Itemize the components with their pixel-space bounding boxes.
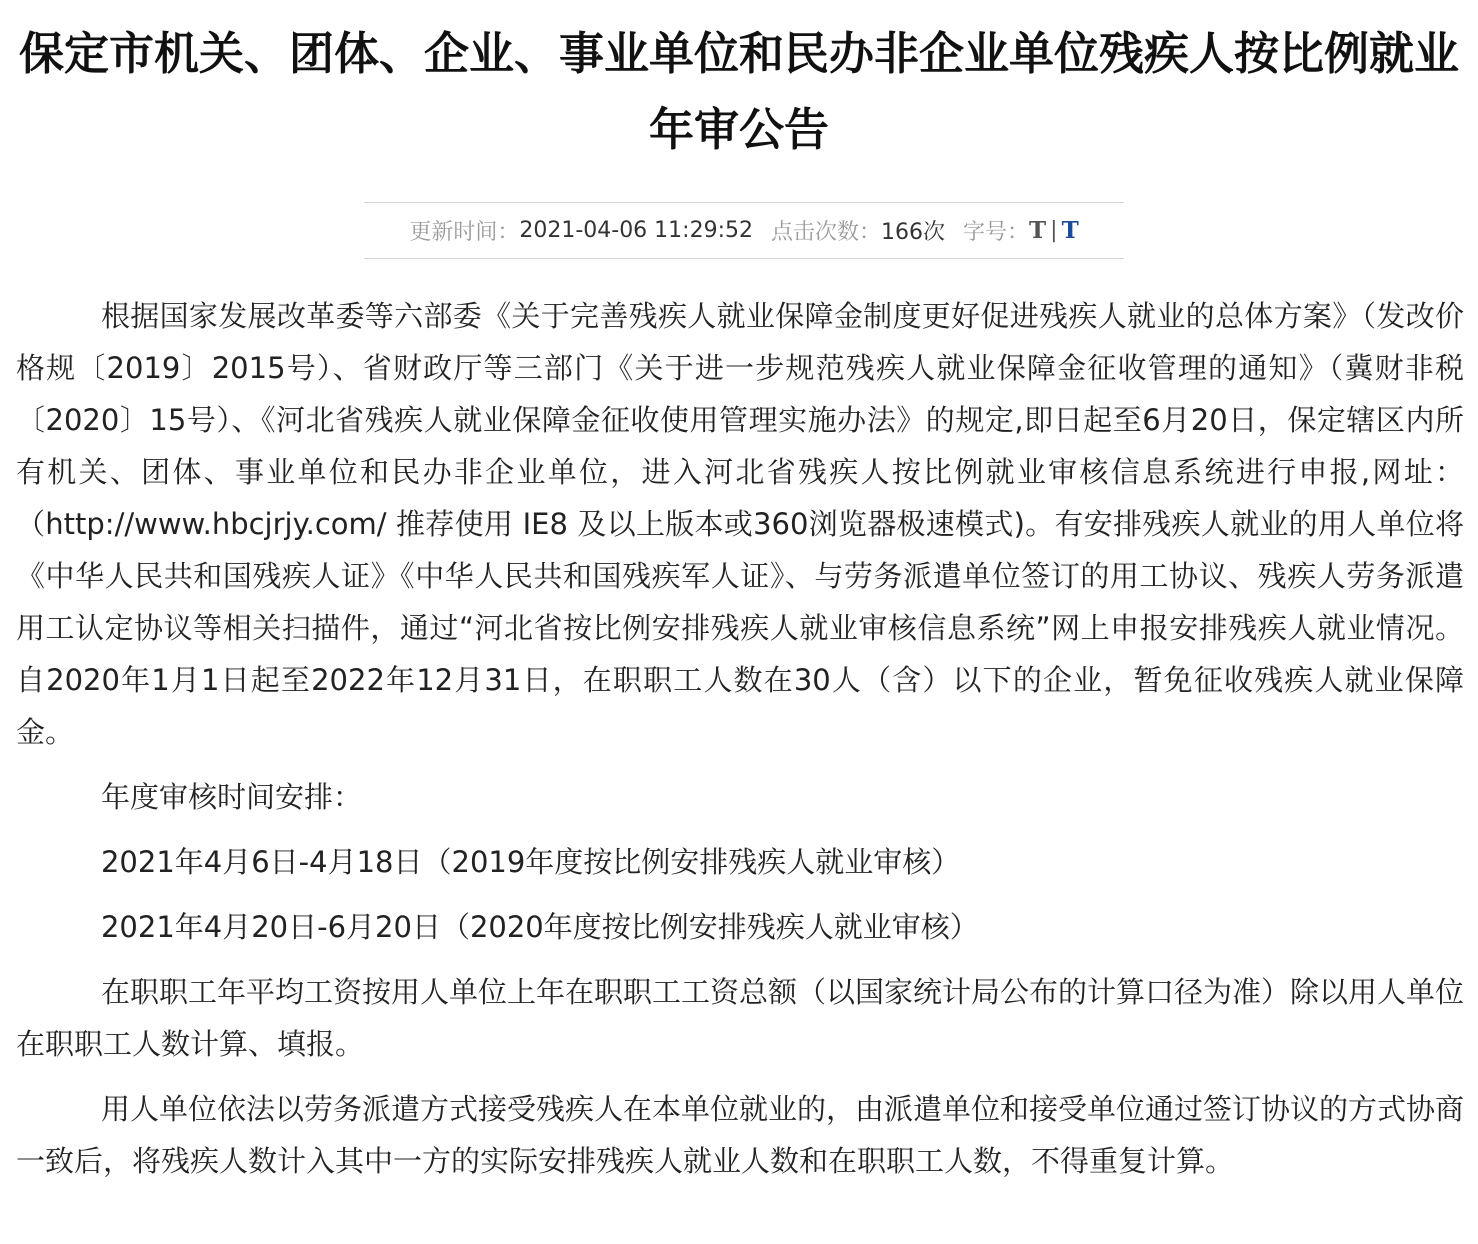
font-size-label: 字号： <box>963 220 1030 245</box>
updated-label: 更新时间： <box>409 220 520 245</box>
font-size-separator: | <box>1050 218 1058 243</box>
updated-value: 2021-04-06 11:29:52 <box>519 218 753 243</box>
body-paragraph: 2021年4月6日-4月18日（2019年度按比例安排残疾人就业审核） <box>100 845 961 879</box>
body-paragraph: 在职职工年平均工资按用人单位上年在职职工工资总额（以国家统计局公布的计算口径为准）除以用人单位在职职工人数计算、填报。 <box>16 975 1464 1061</box>
body-paragraph: 年度审核时间安排： <box>100 780 362 814</box>
body-paragraph: 用人单位依法以劳务派遣方式接受残疾人在本单位就业的，由派遣单位和接受单位通过签订协议的方式协商一致后，将残疾人数计入其中一方的实际安排残疾人就业人数和在职职工人数，不得重复计算。 <box>16 1092 1464 1178</box>
article-body <box>16 290 1464 1200</box>
article-title: 保定市机关、团体、企业、事业单位和民办非企业单位残疾人按比例就业年审公告 <box>18 27 1459 156</box>
article-meta-bar <box>364 202 1124 259</box>
body-paragraph: 2021年4月20日-6月20日（2020年度按比例安排残疾人就业审核） <box>100 910 979 944</box>
font-size-large-button[interactable]: T <box>1061 217 1079 244</box>
font-size-small-button[interactable]: T <box>1029 217 1047 244</box>
clicks-value: 166次 <box>881 220 945 245</box>
clicks-label: 点击次数： <box>770 220 881 245</box>
body-paragraph: 根据国家发展改革委等六部委《关于完善残疾人就业保障金制度更好促进残疾人就业的总体方案》（发改价格规〔2019〕2015号）、省财政厅等三部门《关于进一步规范残疾人就业保障金征收管理的通知》（冀财非税〔2020〕15号）、《河北省残疾人就业保障金征收使用管理实施办法》的规定,即日起至6月20日，保定辖区内所有机关、团体、事业单位和民办非企业单位，进入河北省残疾人按比例就业审核信息系统进行申报,网址：（http://www.hbcjrjy.com/ 推荐使用 IE8 及以上版本或360浏览器极速模式)。有安排残疾人就业的用人单位将《中华人民共和国残疾人证》《中华人民共和国残疾军人证》、与劳务派遣单位签订的用工协议、残疾人劳务派遣用工认定协议等相关扫描件，通过“河北省按比例安排残疾人就业审核信息系统”网上申报安排残疾人就业情况。自2020年1月1日起至2022年12月31日，在职职工人数在30人（含）以下的企业，暂免征收残疾人就业保障金。 <box>16 299 1464 749</box>
